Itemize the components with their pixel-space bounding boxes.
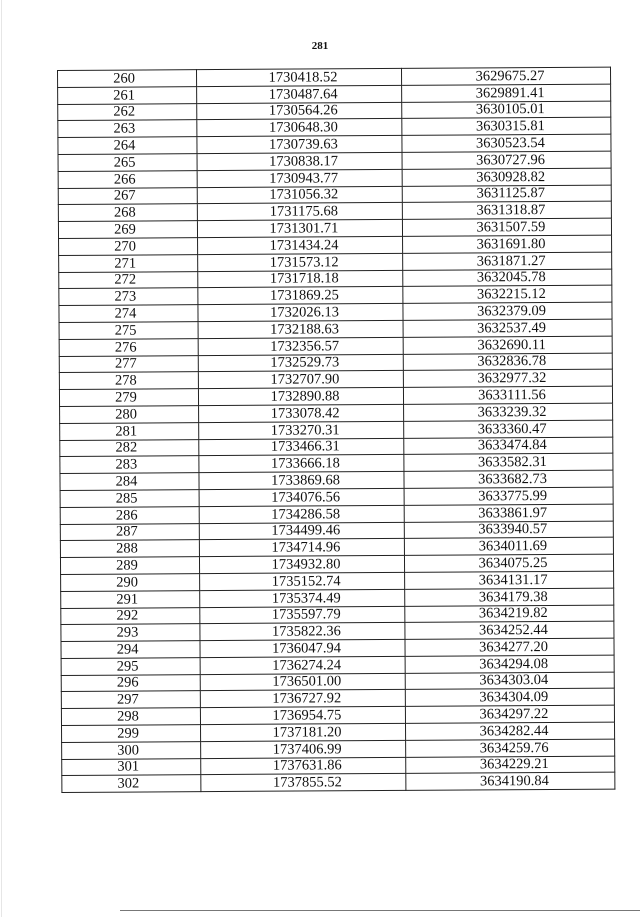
point-number-cell: 263 <box>58 120 197 138</box>
x-coordinate-cell: 1736501.00 <box>200 673 405 691</box>
y-coordinate-cell: 3633940.57 <box>404 521 613 539</box>
point-number-cell: 300 <box>62 742 201 760</box>
y-coordinate-cell: 3631125.87 <box>402 185 611 203</box>
y-coordinate-cell: 3634282.44 <box>405 722 614 740</box>
point-number-cell: 275 <box>59 322 198 340</box>
y-coordinate-cell: 3634219.82 <box>405 605 614 623</box>
x-coordinate-cell: 1732188.63 <box>198 320 403 338</box>
point-number-cell: 289 <box>60 557 199 575</box>
y-coordinate-cell: 3631691.80 <box>403 235 612 253</box>
y-coordinate-cell: 3633360.47 <box>404 420 613 438</box>
point-number-cell: 268 <box>58 204 197 222</box>
point-number-cell: 281 <box>60 422 199 440</box>
point-number-cell: 273 <box>59 288 198 306</box>
y-coordinate-cell: 3634252.44 <box>405 621 614 639</box>
x-coordinate-cell: 1736274.24 <box>200 656 405 674</box>
y-coordinate-cell: 3633111.56 <box>403 386 612 404</box>
y-coordinate-cell: 3634297.22 <box>405 705 614 723</box>
point-number-cell: 291 <box>61 590 200 608</box>
y-coordinate-cell: 3634259.76 <box>406 739 615 757</box>
x-coordinate-cell: 1736727.92 <box>200 690 405 708</box>
coordinates-table-wrapper <box>57 67 614 794</box>
point-number-cell: 285 <box>60 490 199 508</box>
point-number-cell: 286 <box>60 506 199 524</box>
y-coordinate-cell: 3631871.27 <box>403 252 612 270</box>
point-number-cell: 278 <box>59 372 198 390</box>
x-coordinate-cell: 1731434.24 <box>198 236 403 254</box>
point-number-cell: 292 <box>61 607 200 625</box>
point-number-cell: 301 <box>62 758 201 776</box>
x-coordinate-cell: 1733466.31 <box>199 438 404 456</box>
scan-edge <box>1 0 2 917</box>
x-coordinate-cell: 1732890.88 <box>198 388 403 406</box>
y-coordinate-cell: 3633239.32 <box>404 403 613 421</box>
x-coordinate-cell: 1730943.77 <box>197 169 402 187</box>
coordinates-table <box>57 67 615 794</box>
coordinates-table-body <box>58 67 615 793</box>
y-coordinate-cell: 3630727.96 <box>402 151 611 169</box>
x-coordinate-cell: 1732026.13 <box>198 304 403 322</box>
x-coordinate-cell: 1731718.18 <box>198 270 403 288</box>
y-coordinate-cell: 3629675.27 <box>401 67 610 85</box>
scan-bottom-edge <box>120 910 640 911</box>
y-coordinate-cell: 3633582.31 <box>404 453 613 471</box>
y-coordinate-cell: 3632537.49 <box>403 319 612 337</box>
point-number-cell: 277 <box>59 355 198 373</box>
x-coordinate-cell: 1731573.12 <box>198 253 403 271</box>
x-coordinate-cell: 1733078.42 <box>199 404 404 422</box>
point-number-cell: 294 <box>61 641 200 659</box>
y-coordinate-cell: 3630105.01 <box>402 101 611 119</box>
point-number-cell: 293 <box>61 624 200 642</box>
point-number-cell: 265 <box>58 154 197 172</box>
x-coordinate-cell: 1737181.20 <box>201 723 406 741</box>
y-coordinate-cell: 3634229.21 <box>406 756 615 774</box>
x-coordinate-cell: 1735822.36 <box>200 623 405 641</box>
x-coordinate-cell: 1735597.79 <box>200 606 405 624</box>
x-coordinate-cell: 1731056.32 <box>197 186 402 204</box>
x-coordinate-cell: 1732707.90 <box>198 371 403 389</box>
y-coordinate-cell: 3634294.08 <box>405 655 614 673</box>
x-coordinate-cell: 1737631.86 <box>201 757 406 775</box>
y-coordinate-cell: 3632836.78 <box>403 353 612 371</box>
x-coordinate-cell: 1734499.46 <box>199 522 404 540</box>
table-row <box>62 773 615 793</box>
y-coordinate-cell: 3634131.17 <box>405 571 614 589</box>
y-coordinate-cell: 3632045.78 <box>403 269 612 287</box>
point-number-cell: 299 <box>62 725 201 743</box>
x-coordinate-cell: 1733869.68 <box>199 472 404 490</box>
point-number-cell: 266 <box>58 170 197 188</box>
x-coordinate-cell: 1732356.57 <box>198 337 403 355</box>
point-number-cell: 271 <box>59 254 198 272</box>
y-coordinate-cell: 3632977.32 <box>403 369 612 387</box>
point-number-cell: 279 <box>59 389 198 407</box>
point-number-cell: 260 <box>58 70 197 88</box>
x-coordinate-cell: 1730418.52 <box>197 68 402 86</box>
y-coordinate-cell: 3633682.73 <box>404 470 613 488</box>
x-coordinate-cell: 1730487.64 <box>197 85 402 103</box>
point-number-cell: 261 <box>58 86 197 104</box>
y-coordinate-cell: 3632215.12 <box>403 285 612 303</box>
x-coordinate-cell: 1736047.94 <box>200 639 405 657</box>
y-coordinate-cell: 3634179.38 <box>405 588 614 606</box>
x-coordinate-cell: 1732529.73 <box>198 354 403 372</box>
y-coordinate-cell: 3634304.09 <box>405 689 614 707</box>
point-number-cell: 274 <box>59 305 198 323</box>
y-coordinate-cell: 3632690.11 <box>403 336 612 354</box>
y-coordinate-cell: 3634075.25 <box>404 554 613 572</box>
y-coordinate-cell: 3633775.99 <box>404 487 613 505</box>
point-number-cell: 284 <box>60 473 199 491</box>
point-number-cell: 276 <box>59 338 198 356</box>
y-coordinate-cell: 3632379.09 <box>403 302 612 320</box>
x-coordinate-cell: 1731175.68 <box>197 203 402 221</box>
y-coordinate-cell: 3630928.82 <box>402 168 611 186</box>
y-coordinate-cell: 3631318.87 <box>402 201 611 219</box>
y-coordinate-cell: 3633474.84 <box>404 437 613 455</box>
point-number-cell: 287 <box>60 523 199 541</box>
point-number-cell: 280 <box>60 406 199 424</box>
x-coordinate-cell: 1733270.31 <box>199 421 404 439</box>
x-coordinate-cell: 1734286.58 <box>199 505 404 523</box>
x-coordinate-cell: 1735152.74 <box>200 572 405 590</box>
y-coordinate-cell: 3633861.97 <box>404 504 613 522</box>
point-number-cell: 282 <box>60 439 199 457</box>
y-coordinate-cell: 3634011.69 <box>404 537 613 555</box>
point-number-cell: 302 <box>62 775 201 793</box>
y-coordinate-cell: 3634190.84 <box>406 773 615 791</box>
point-number-cell: 272 <box>59 271 198 289</box>
point-number-cell: 283 <box>60 456 199 474</box>
point-number-cell: 264 <box>58 137 197 155</box>
x-coordinate-cell: 1730838.17 <box>197 152 402 170</box>
point-number-cell: 296 <box>61 674 200 692</box>
y-coordinate-cell: 3634303.04 <box>405 672 614 690</box>
page-number: 281 <box>311 40 329 52</box>
y-coordinate-cell: 3629891.41 <box>402 84 611 102</box>
point-number-cell: 288 <box>60 540 199 558</box>
x-coordinate-cell: 1733666.18 <box>199 455 404 473</box>
x-coordinate-cell: 1731869.25 <box>198 287 403 305</box>
x-coordinate-cell: 1730564.26 <box>197 102 402 120</box>
point-number-cell: 262 <box>58 103 197 121</box>
point-number-cell: 270 <box>59 238 198 256</box>
point-number-cell: 290 <box>61 574 200 592</box>
y-coordinate-cell: 3634277.20 <box>405 638 614 656</box>
x-coordinate-cell: 1736954.75 <box>200 707 405 725</box>
x-coordinate-cell: 1737855.52 <box>201 774 406 792</box>
x-coordinate-cell: 1734932.80 <box>199 555 404 573</box>
point-number-cell: 297 <box>61 691 200 709</box>
y-coordinate-cell: 3631507.59 <box>402 218 611 236</box>
y-coordinate-cell: 3630523.54 <box>402 134 611 152</box>
x-coordinate-cell: 1737406.99 <box>201 740 406 758</box>
x-coordinate-cell: 1730648.30 <box>197 119 402 137</box>
point-number-cell: 295 <box>61 658 200 676</box>
point-number-cell: 267 <box>58 187 197 205</box>
point-number-cell: 298 <box>61 708 200 726</box>
x-coordinate-cell: 1730739.63 <box>197 136 402 154</box>
x-coordinate-cell: 1731301.71 <box>197 220 402 238</box>
y-coordinate-cell: 3630315.81 <box>402 118 611 136</box>
x-coordinate-cell: 1734714.96 <box>199 539 404 557</box>
point-number-cell: 269 <box>58 221 197 239</box>
x-coordinate-cell: 1735374.49 <box>200 589 405 607</box>
x-coordinate-cell: 1734076.56 <box>199 488 404 506</box>
